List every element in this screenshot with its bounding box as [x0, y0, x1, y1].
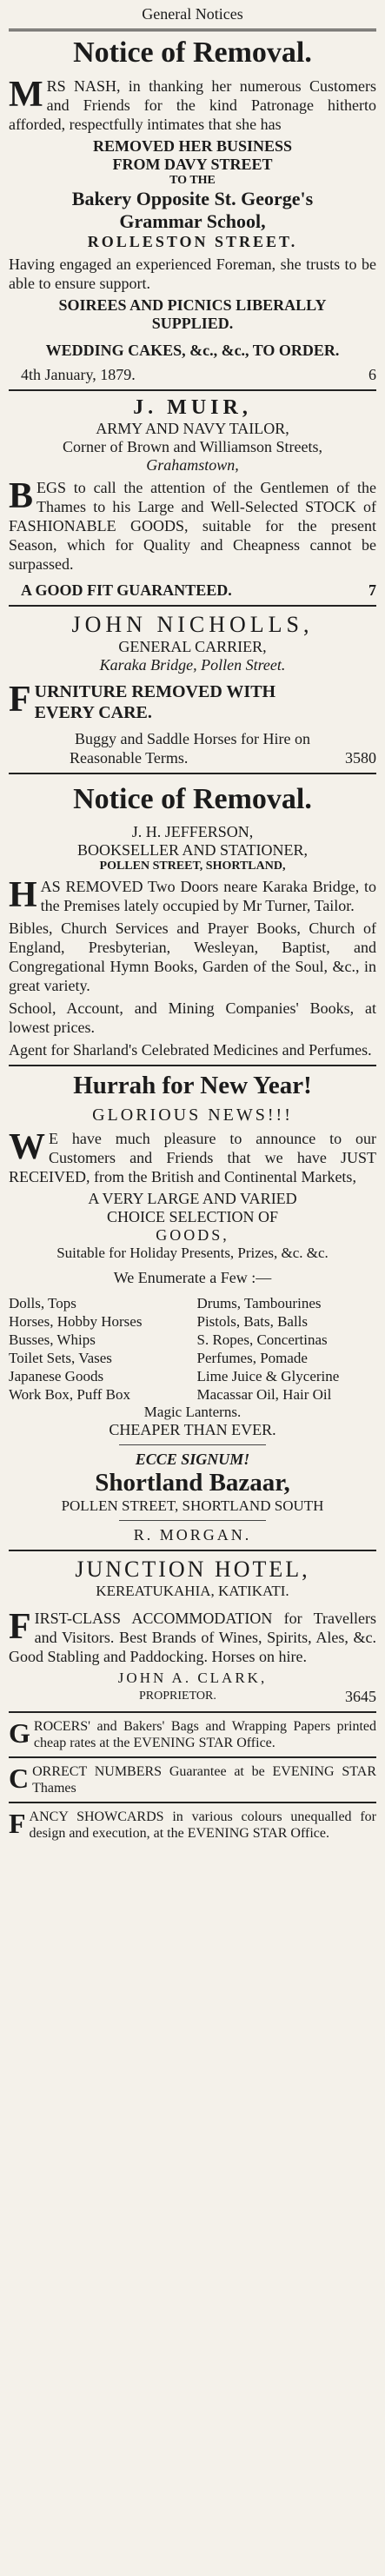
notice-bags: [9, 1718, 376, 1751]
divider: [9, 29, 376, 31]
address-line: Karaka Bridge, Pollen Street.: [99, 656, 286, 674]
advertiser-name: J. MUIR,: [133, 396, 252, 419]
headline-line: SUPPLIED.: [151, 315, 234, 332]
address-line: Grahamstown,: [146, 456, 239, 474]
drop-cap: G: [9, 1717, 30, 1749]
headline-line: FROM DAVY STREET: [112, 156, 273, 173]
notice-body: School, Account, and Mining Companies' Books, at lowest prices.: [9, 999, 376, 1036]
divider: [119, 1520, 266, 1521]
list-item: Drums, Tambourines: [196, 1295, 322, 1311]
list-item: Horses, Hobby Horses: [9, 1313, 143, 1330]
list-item: Pistols, Bats, Balls: [196, 1313, 309, 1330]
advertiser-name: JUNCTION HOTEL,: [75, 1557, 310, 1582]
list-item: Perfumes, Pomade: [196, 1350, 308, 1366]
trade-line: BOOKSELLER AND STATIONER,: [76, 841, 309, 859]
drop-cap: W: [9, 1127, 45, 1167]
headline-line: SOIREES AND PICNICS LIBERALLY: [58, 296, 327, 314]
drop-cap: H: [9, 875, 37, 915]
drop-cap: M: [9, 75, 43, 115]
headline-line: URNITURE REMOVED WITH: [34, 682, 276, 701]
headline-line: GLORIOUS NEWS!!!: [92, 1105, 293, 1125]
goods-list: [9, 1294, 376, 1404]
drop-cap: F: [9, 680, 31, 720]
address-line: POLLEN STREET, SHORTLAND SOUTH: [61, 1497, 324, 1514]
address-line: POLLEN STREET, SHORTLAND,: [99, 860, 286, 873]
divider: [9, 1756, 376, 1758]
list-item: Toilet Sets, Vases: [9, 1350, 112, 1366]
headline-line: Bakery Opposite St. George's: [71, 188, 314, 209]
divider: [9, 773, 376, 774]
list-item: S. Ropes, Concertinas: [196, 1331, 328, 1348]
divider: [119, 1444, 266, 1445]
notice-hotel: [9, 1557, 376, 1706]
notice-muir: [9, 396, 376, 600]
drop-cap: B: [9, 476, 34, 516]
notice-body: ORRECT NUMBERS Guarantee at be EVENING STAR Thames: [32, 1764, 376, 1796]
list-item: Busses, Whips: [9, 1331, 96, 1348]
notice-showcards: [9, 1809, 376, 1842]
notice-body: E have much pleasure to announce to our Customers and Friends that we have JUST RECEIVED, from the British and Continental Markets,: [9, 1130, 376, 1185]
notice-title: Notice of Removal.: [73, 783, 312, 815]
drop-cap: F: [9, 1607, 31, 1647]
address-line: Corner of Brown and Williamson Streets,: [63, 438, 322, 455]
divider: [9, 1802, 376, 1803]
notice-body: Bibles, Church Services and Prayer Books, Church of England, Presbyterian, Wesleyan, Baptist, and Congregational Hymn Books, Garden of the Soul, &c., in great variety.: [9, 920, 376, 994]
notice-body: ANCY SHOWCARDS in various colours unequalled for design and execution, at the EVENING STAR Office.: [29, 1809, 376, 1841]
proprietor-name: JOHN A. CLARK,: [117, 1670, 268, 1686]
list-item: Dolls, Tops: [9, 1295, 76, 1311]
list-item: Japanese Goods: [9, 1368, 104, 1384]
date: 4th January, 1879.: [21, 366, 136, 383]
list-item: Macassar Oil, Hair Oil: [196, 1386, 332, 1403]
owner-name: R. MORGAN.: [133, 1526, 252, 1544]
headline-line: GOODS,: [156, 1226, 229, 1244]
notice-numbers: [9, 1763, 376, 1796]
headline-line: Grammar School,: [119, 210, 266, 232]
advertiser-name: JOHN NICHOLLS,: [71, 612, 314, 637]
headline-line: ROLLESTON STREET.: [87, 233, 298, 250]
ad-number: 7: [368, 581, 376, 599]
list-item: Lime Juice & Glycerine: [196, 1368, 340, 1384]
proprietor-title: PROPRIETOR.: [139, 1690, 216, 1703]
notice-body: EGS to call the attention of the Gentlemen of the Thames to his Large and Well-Selected STOCK of FASHIONABLE GOODS, suitable for the present Season, which for Quality and Cheapness cannot be surpassed.: [9, 479, 376, 573]
headline-line: CHOICE SELECTION OF: [107, 1208, 278, 1225]
notice-title: Notice of Removal.: [73, 37, 312, 69]
drop-cap: C: [9, 1763, 30, 1794]
connector-text: TO THE: [169, 174, 216, 187]
notice-body: AS REMOVED Two Doors neare Karaka Bridge, to the Premises lately occupied by Mr Turner, Tailor.: [40, 878, 376, 914]
headline-line: A VERY LARGE AND VARIED: [88, 1190, 297, 1207]
notice-body: IRST-CLASS ACCOMMODATION for Travellers and Visitors. Best Brands of Wines, Spirits, Ales, &c. Good Stabling and Paddocking. Horses on hire.: [9, 1610, 376, 1665]
notice-body: Buggy and Saddle Horses for Hire on: [75, 730, 310, 747]
terms-line: Reasonable Terms.: [70, 749, 189, 767]
divider: [9, 389, 376, 391]
list-item: Magic Lanterns.: [143, 1404, 242, 1420]
notice-body: Having engaged an experienced Foreman, she trusts to be able to ensure support.: [9, 256, 376, 292]
advertiser-name: J. H. JEFFERSON,: [131, 823, 254, 840]
headline-line: WEDDING CAKES, &c., &c., TO ORDER.: [45, 342, 340, 359]
list-item: Work Box, Puff Box: [9, 1386, 130, 1403]
divider: [9, 605, 376, 607]
notice-body: ROCERS' and Bakers' Bags and Wrapping Papers printed cheap rates at the EVENING STAR Office.: [33, 1719, 376, 1750]
footer-line: A GOOD FIT GUARANTEED.: [21, 581, 232, 599]
notice-nash: [9, 37, 376, 384]
trade-line: ARMY AND NAVY TAILOR,: [96, 420, 289, 437]
notice-body: Agent for Sharland's Celebrated Medicines and Perfumes.: [9, 1041, 372, 1059]
ad-number: 6: [368, 366, 376, 383]
trade-line: GENERAL CARRIER,: [118, 638, 267, 655]
headline-line: Suitable for Holiday Presents, Prizes, &c. &c.: [56, 1245, 329, 1261]
headline-line: CHEAPER THAN EVER.: [109, 1421, 276, 1438]
advertiser-name: Shortland Bazaar,: [95, 1469, 290, 1497]
notice-bazaar: [9, 1072, 376, 1544]
notice-title: Hurrah for New Year!: [73, 1072, 312, 1099]
drop-cap: F: [9, 1808, 26, 1839]
divider: [9, 1065, 376, 1066]
ad-number: 3580: [345, 749, 376, 767]
enumerate-heading: We Enumerate a Few :—: [113, 1269, 272, 1286]
address-line: KEREATUKAHIA, KATIKATI.: [96, 1583, 289, 1599]
divider: [9, 1711, 376, 1713]
ad-number: 3645: [345, 1688, 376, 1705]
headline-line: REMOVED HER BUSINESS: [92, 137, 293, 155]
notice-body: RS NASH, in thanking her numerous Customers and Friends for the kind Patronage hitherto afforded, respectfully intimates that she has: [9, 77, 376, 133]
headline-line: EVERY CARE.: [34, 703, 152, 722]
divider: [9, 1550, 376, 1551]
notice-jefferson: [9, 783, 376, 1059]
notice-nicholls: [9, 612, 376, 767]
masthead: General Notices: [142, 5, 243, 23]
headline-line: ECCE SIGNUM!: [135, 1451, 250, 1468]
